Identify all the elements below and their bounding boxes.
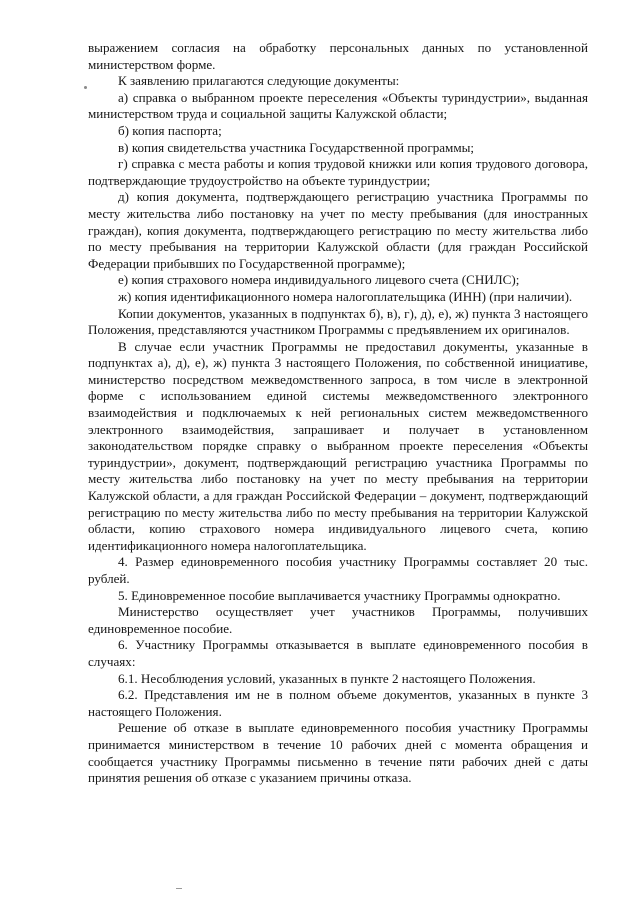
list-item-v: в) копия свидетельства участника Государственной программы; [118, 139, 475, 155]
list-item-e: е) копия страхового номера индивидуального лицевого счета (СНИЛС); [118, 272, 520, 288]
clause-4-allowance-amount: 4. Размер единовременного пособия участнику Программы составляет 20 тыс. рублей. [88, 554, 588, 586]
paragraph-interagency-request: В случае если участник Программы не предоставил документы, указанные в подпунктах а), д), е), ж) пункта 3 настоящего Положения, по собственной инициативе, министерство посредством межведомственного запроса, в том числе в электронной форме с использованием единой системы межведомственного электронного взаимодействия и подключаемых к ней региональных систем межведомственного электронного взаимодействия, запрашивает и получает в установленном законодательством порядке справку о выбранном проекте переселения «Объекты туриндустрии», документ, подтверждающий регистрацию участника Программы по месту жительства либо постановку на учет по месту пребывания на территории Калужской области, а для граждан Российской Федерации – документ, подтверждающий регистрацию по месту жительства либо по месту пребывания на территории Калужской области, копию страхового номера индивидуального лицевого счета, копию идентификационного номера налогоплательщика. [88, 338, 588, 553]
list-item-g: г) справка с места работы и копия трудовой книжки или копия трудового договора, подтверждающие трудоустройство на объекте туриндустрии; [88, 156, 588, 188]
clause-5-one-time-payment: 5. Единовременное пособие выплачивается участнику Программы однократно. [118, 587, 561, 603]
scan-mark [84, 86, 87, 89]
clause-6-refusal-cases: 6. Участнику Программы отказывается в выплате единовременного пособия в случаях: [88, 637, 588, 669]
paragraph-refusal-decision: Решение об отказе в выплате единовременного пособия участнику Программы принимается министерством в течение 10 рабочих дней с момента обращения и сообщается участнику Программы письменно в течение пяти рабочих дней с даты принятия решения об отказе с указанием причины отказа. [88, 720, 588, 786]
scan-mark [176, 888, 182, 889]
list-item-a: а) справка о выбранном проекте переселения «Объекты туриндустрии», выданная министерством труда и социальной защиты Калужской области; [88, 89, 588, 122]
paragraph-copies: Копии документов, указанных в подпунктах б), в), г), д), е), ж) пункта 3 настоящего Положения, представляются участником Программы с предъявлением их оригиналов. [88, 305, 588, 338]
paragraph-documents-intro: К заявлению прилагаются следующие документы: [118, 73, 400, 89]
clause-6-2: 6.2. Представления им не в полном объеме документов, указанных в пункте 3 настоящего Положения. [88, 687, 588, 719]
list-item-b: б) копия паспорта; [118, 122, 222, 138]
paragraph-ministry-accounting: Министерство осуществляет учет участников Программы, получивших единовременное пособие. [88, 604, 588, 636]
document-page [88, 40, 588, 787]
list-item-zh: ж) копия идентификационного номера налогоплательщика (ИНН) (при наличии). [118, 288, 573, 304]
paragraph-consent-continuation: выражением согласия на обработку персональных данных по установленной министерством форме. [88, 40, 588, 72]
list-item-d: д) копия документа, подтверждающего регистрацию участника Программы по месту жительства либо постановку на учет по месту пребывания (для иностранных граждан), копия документа, подтверждающего регистрацию по месту жительства либо по месту пребывания на территории Калужской области (для граждан Российской Федерации прибывших по Государственной программе); [88, 189, 588, 271]
clause-6-1: 6.1. Несоблюдения условий, указанных в пункте 2 настоящего Положения. [118, 670, 536, 686]
